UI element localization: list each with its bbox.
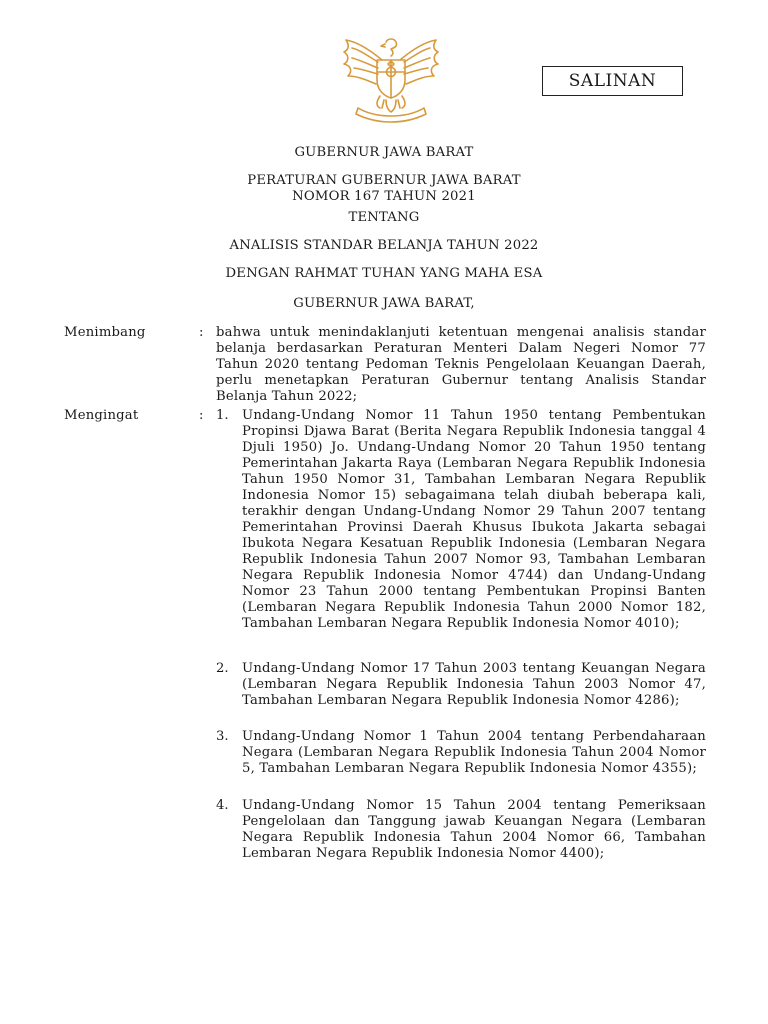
- invocation: DENGAN RAHMAT TUHAN YANG MAHA ESA: [225, 266, 543, 281]
- mengingat-colon: :: [199, 408, 204, 423]
- list-item-text: Undang-Undang Nomor 11 Tahun 1950 tentang Pembentukan Propinsi Djawa Barat (Berita Negara Republik Indonesia tanggal 4 Djuli 1950) Jo. Undang-Undang Nomor 20 Tahun 1950 tentang Pemerintahan Jakarta Raya (Lembaran Negara Republik Indonesia Tahun 1950 Nomor 31, Tambahan Lembaran Negara Republik Indonesia Nomor 15) sebagaimana telah diubah beberapa kali, terakhir dengan Undang-Undang Nomor 29 Tahun 2007 tentang Pemerintahan Provinsi Daerah Khusus Ibukota Jakarta sebagai Ibukota Negara Kesatuan Republik Indonesia (Lembaran Negara Republik Indonesia Tahun 2007 Nomor 93, Tambahan Lembaran Negara Republik Indonesia Nomor 4744) dan Undang-Undang Nomor 23 Tahun 2000 tentang Pembentukan Propinsi Banten (Lembaran Negara Republik Indonesia Tahun 2000 Nomor 182, Tambahan Lembaran Negara Republik Indonesia Nomor 4010);: [242, 408, 706, 631]
- menimbang-label: Menimbang: [64, 325, 146, 340]
- list-item-text: Undang-Undang Nomor 17 Tahun 2003 tentang Keuangan Negara (Lembaran Negara Republik Indonesia Tahun 2003 Nomor 47, Tambahan Lembaran Negara Republik Indonesia Nomor 4286);: [242, 661, 706, 708]
- list-item-number: 4.: [216, 798, 229, 813]
- regulation-subject: ANALISIS STANDAR BELANJA TAHUN 2022: [229, 238, 539, 253]
- list-item-number: 1.: [216, 408, 229, 423]
- list-item-number: 2.: [216, 661, 229, 676]
- regulation-title: PERATURAN GUBERNUR JAWA BARAT: [247, 173, 521, 188]
- list-item-number: 3.: [216, 729, 229, 744]
- authority-heading: GUBERNUR JAWA BARAT,: [293, 296, 475, 311]
- mengingat-label: Mengingat: [64, 408, 139, 423]
- regulation-number: NOMOR 167 TAHUN 2021: [292, 189, 476, 204]
- about-heading: TENTANG: [348, 210, 420, 225]
- garuda-emblem-icon: [336, 36, 446, 124]
- issuer-title: GUBERNUR JAWA BARAT: [294, 145, 474, 160]
- menimbang-colon: :: [199, 325, 204, 340]
- list-item-text: Undang-Undang Nomor 1 Tahun 2004 tentang Perbendaharaan Negara (Lembaran Negara Republik Indonesia Tahun 2004 Nomor 5, Tambahan Lembaran Negara Republik Indonesia Nomor 4355);: [242, 729, 706, 776]
- salinan-stamp: SALINAN: [542, 66, 683, 96]
- list-item-text: Undang-Undang Nomor 15 Tahun 2004 tentang Pemeriksaan Pengelolaan dan Tanggung jawab Keuangan Negara (Lembaran Negara Republik Indonesia Tahun 2004 Nomor 66, Tambahan Lembaran Negara Republik Indonesia Nomor 4400);: [242, 798, 706, 861]
- menimbang-text: bahwa untuk menindaklanjuti ketentuan mengenai analisis standar belanja berdasarkan Peraturan Menteri Dalam Negeri Nomor 77 Tahun 2020 tentang Pedoman Teknis Pengelolaan Keuangan Daerah, perlu menetapkan Peraturan Gubernur tentang Analisis Standar Belanja Tahun 2022;: [216, 325, 706, 404]
